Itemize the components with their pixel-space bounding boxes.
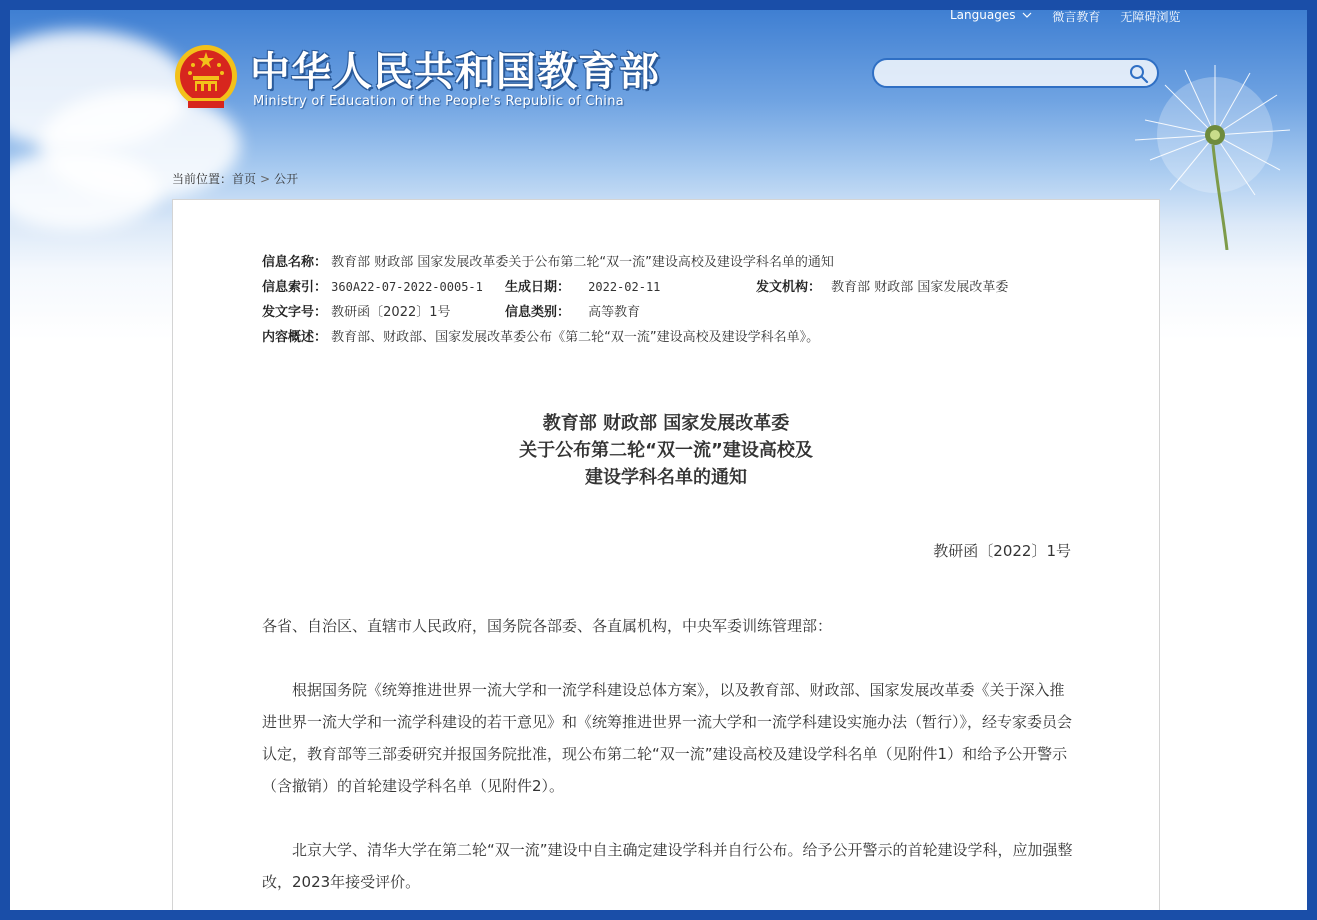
accessibility-link[interactable]: 无障碍浏览 (1120, 10, 1181, 24)
issuer-cell (756, 275, 1008, 300)
breadcrumb-separator: > (260, 172, 271, 186)
body-paragraph: 北京大学、清华大学在第二轮“双一流”建设中自主确定建设学科并自行公布。给予公开警示的首轮建设学科，应加强整改，2023年接受评价。 (262, 841, 1073, 891)
document-number: 教研函〔2022〕1号 (933, 542, 1071, 560)
cloud-decoration (10, 150, 160, 230)
site-title: 中华人民共和国教育部 (250, 49, 660, 95)
info-table (262, 250, 1009, 350)
page-frame (10, 10, 1307, 910)
issuer-label: 发文机构： (756, 280, 822, 295)
document-title (173, 410, 1159, 491)
body-paragraph: 根据国务院《统筹推进世界一流大学和一流学科建设总体方案》，以及教育部、财政部、国家发展改革委《关于深入推进世界一流大学和一流学科建设的若干意见》和《统筹推进世界一流大学和一流学科建设实施办法（暂行）》，经专家委员会认定，教育部等三部委研究并报国务院批准，现公布第二轮“双一流”建设高校及建设学科名单（见附件1）和给予公开警示（含撤销）的首轮建设学科名单（见附件2）。 (262, 681, 1073, 795)
document-title-line: 教育部 财政部 国家发展改革委 (542, 413, 790, 434)
summary-value: 教育部、财政部、国家发展改革委公布《第二轮“双一流”建设高校及建设学科名单》。 (331, 330, 820, 345)
languages-label: Languages (950, 10, 1016, 22)
date-value: 2022-02-11 (588, 280, 661, 294)
weiyan-education-link[interactable]: 微言教育 (1052, 10, 1101, 24)
category-label: 信息类别： (505, 305, 571, 320)
national-emblem-icon (173, 43, 239, 113)
info-name-value: 教育部 财政部 国家发展改革委关于公布第二轮“双一流”建设高校及建设学科名单的通知 (331, 255, 834, 270)
chevron-down-icon (1022, 11, 1032, 19)
document-title-line: 关于公布第二轮“双一流”建设高校及 (519, 440, 813, 461)
summary-row (262, 325, 834, 350)
top-links (950, 10, 1180, 25)
salutation: 各省、自治区、直辖市人民政府，国务院各部委、各直属机构，中央军委训练管理部： (262, 617, 833, 635)
category-cell (505, 300, 640, 325)
breadcrumb (172, 170, 298, 187)
document-title-line: 建设学科名单的通知 (585, 467, 747, 488)
site-subtitle: Ministry of Education of the People's Republic of China (253, 94, 625, 109)
breadcrumb-home-link[interactable]: 首页 (232, 172, 257, 186)
date-cell (505, 275, 660, 300)
info-index-row (262, 275, 1009, 300)
category-value: 高等教育 (588, 305, 641, 320)
info-name-row (262, 250, 834, 275)
info-index-value: 360A22-07-2022-0005-1 (331, 280, 483, 294)
doc-number-row (262, 300, 834, 325)
info-name-label: 信息名称： (262, 255, 328, 270)
date-label: 生成日期： (505, 280, 571, 295)
doc-number-value: 教研函〔2022〕1号 (331, 305, 451, 320)
article-panel (172, 199, 1160, 910)
breadcrumb-public-link[interactable]: 公开 (274, 172, 299, 186)
doc-number-label: 发文字号： (262, 305, 328, 320)
issuer-value: 教育部 财政部 国家发展改革委 (831, 280, 1009, 295)
breadcrumb-prefix: 当前位置： (172, 172, 233, 186)
search-input[interactable] (886, 64, 1130, 84)
info-index-label: 信息索引： (262, 280, 328, 295)
summary-label: 内容概述： (262, 330, 328, 345)
languages-link[interactable] (950, 10, 1032, 25)
